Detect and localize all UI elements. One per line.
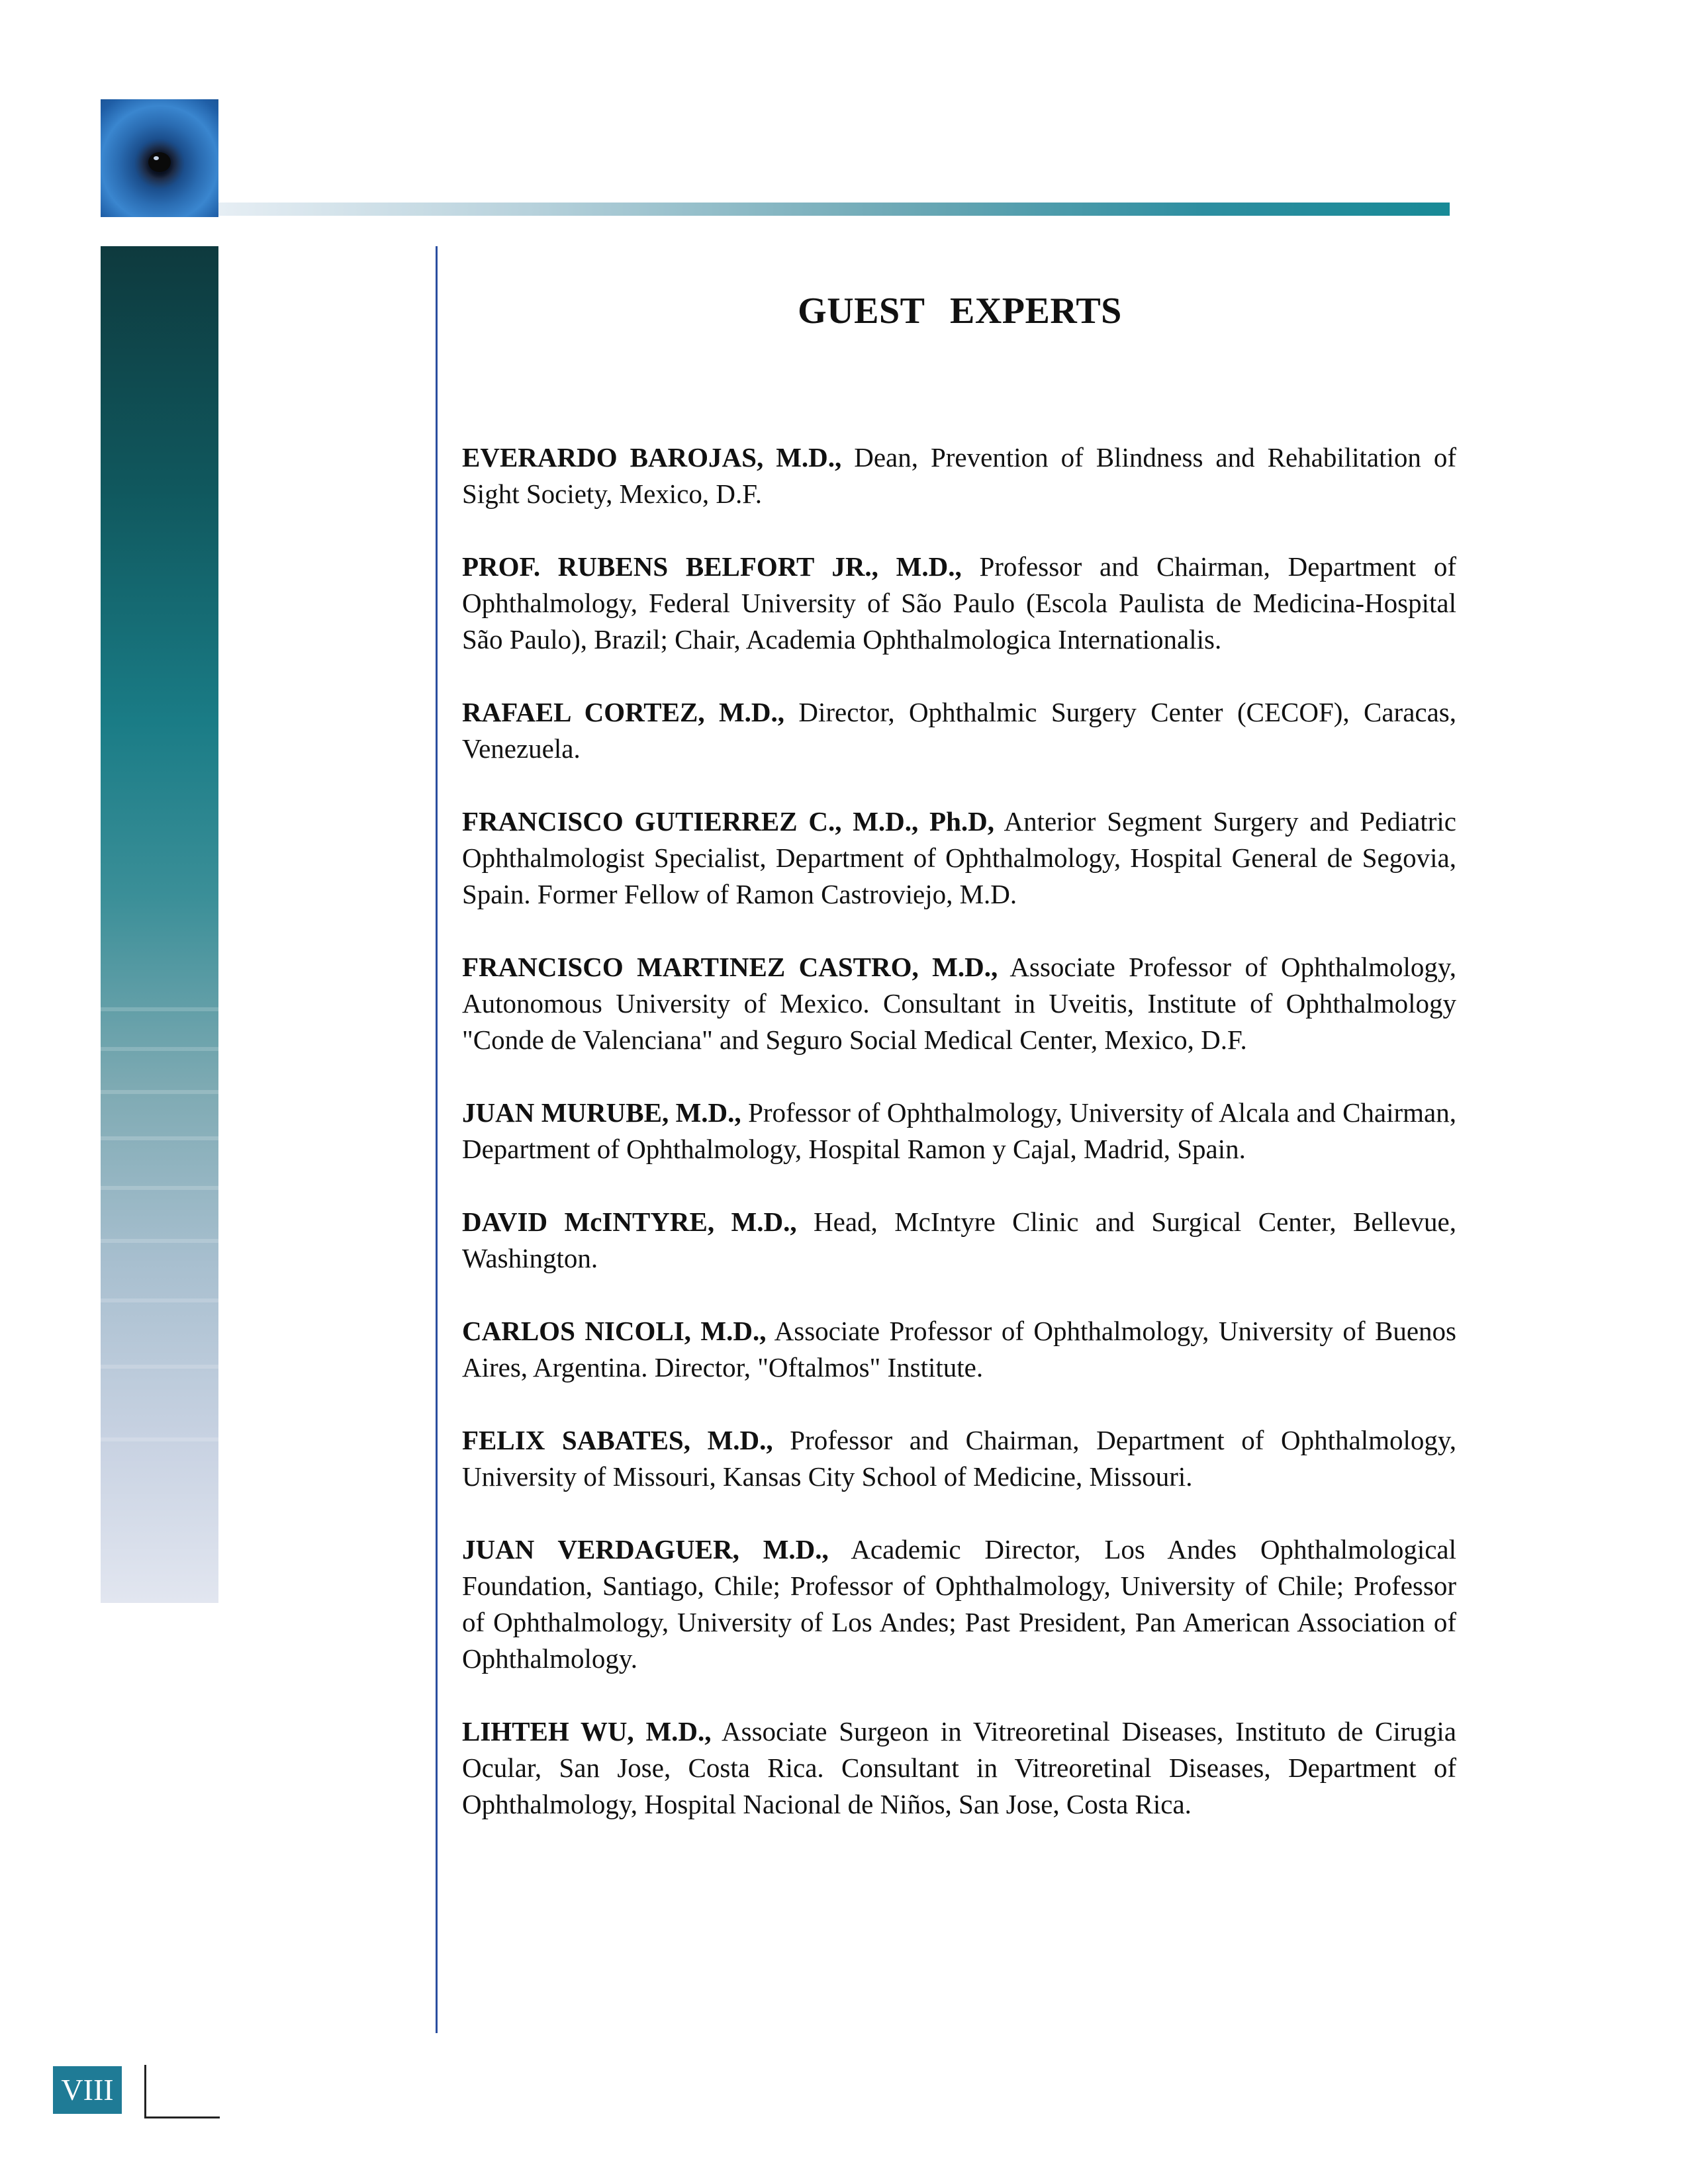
expert-name: DAVID McINTYRE, M.D., <box>462 1206 797 1237</box>
expert-entry <box>462 1422 1456 1495</box>
expert-name: FRANCISCO GUTIERREZ C., M.D., Ph.D, <box>462 806 995 837</box>
expert-name: LIHTEH WU, M.D., <box>462 1716 712 1747</box>
expert-description: Professor and Chairman, Department of Ophthalmology, University of Missouri, Kansas City School of Medicine, Missouri. <box>462 1425 1457 1492</box>
expert-entry <box>462 949 1456 1058</box>
eye-pupil <box>148 152 171 172</box>
expert-name: PROF. RUBENS BELFORT JR., M.D., <box>462 551 962 582</box>
page-number: VIII <box>53 2066 122 2114</box>
expert-description: Anterior Segment Surgery and Pediatric Ophthalmologist Specialist, Department of Ophthalmology, Hospital General de Segovia, Spain. Former Fellow of Ramon Castroviejo, M.D. <box>462 806 1456 909</box>
expert-name: FRANCISCO MARTINEZ CASTRO, M.D., <box>462 952 998 982</box>
expert-description: Director, Ophthalmic Surgery Center (CECOF), Caracas, Venezuela. <box>462 697 1457 764</box>
expert-name: RAFAEL CORTEZ, M.D., <box>462 697 784 727</box>
strip-ripple <box>101 1239 218 1243</box>
strip-ripple <box>101 1047 218 1051</box>
expert-entry <box>462 803 1456 913</box>
expert-entry <box>462 694 1456 767</box>
strip-ripple <box>101 1186 218 1190</box>
expert-entry <box>462 549 1456 658</box>
expert-entry <box>462 1313 1456 1386</box>
strip-ripple <box>101 1136 218 1140</box>
expert-description: Associate Professor of Ophthalmology, University of Buenos Aires, Argentina. Director, "Oftalmos" Institute. <box>462 1316 1456 1383</box>
eye-image <box>101 99 218 217</box>
side-decorative-strip <box>101 246 218 1603</box>
expert-list <box>462 439 1456 1859</box>
expert-description: Head, McIntyre Clinic and Surgical Center, Bellevue, Washington. <box>462 1206 1457 1273</box>
expert-entry <box>462 439 1456 512</box>
strip-ripple <box>101 1365 218 1369</box>
footer-line-vertical <box>144 2065 146 2118</box>
expert-name: JUAN VERDAGUER, M.D., <box>462 1534 829 1565</box>
expert-entry <box>462 1095 1456 1167</box>
page-title: GUEST EXPERTS <box>798 291 1122 332</box>
eye-glint <box>154 156 159 160</box>
expert-description: Professor of Ophthalmology, University of Alcala and Chairman, Department of Ophthalmology, Hospital Ramon y Cajal, Madrid, Spain. <box>462 1097 1456 1164</box>
footer-line-horizontal <box>144 2116 220 2118</box>
header-gradient-bar <box>218 203 1450 216</box>
expert-description: Academic Director, Los Andes Ophthalmological Foundation, Santiago, Chile; Professor of Ophthalmology, University of Chile; Professor of Ophthalmology, University of Los Andes; Past President, Pan American Association of Ophthalmology. <box>462 1534 1457 1674</box>
strip-ripple <box>101 1090 218 1094</box>
vertical-divider <box>436 246 438 2033</box>
expert-name: FELIX SABATES, M.D., <box>462 1425 773 1455</box>
expert-description: Professor and Chairman, Department of Ophthalmology, Federal University of São Paulo (Escola Paulista de Medicina-Hospital São Paulo), Brazil; Chair, Academia Ophthalmologica Internationalis. <box>462 551 1457 655</box>
expert-name: CARLOS NICOLI, M.D., <box>462 1316 767 1346</box>
strip-ripple <box>101 1007 218 1011</box>
expert-entry <box>462 1531 1456 1677</box>
expert-name: JUAN MURUBE, M.D., <box>462 1097 741 1128</box>
strip-ripple <box>101 1298 218 1302</box>
expert-name: EVERARDO BAROJAS, M.D., <box>462 442 842 473</box>
expert-description: Associate Surgeon in Vitreoretinal Diseases, Instituto de Cirugia Ocular, San Jose, Costa Rica. Consultant in Vitreoretinal Diseases, Department of Ophthalmology, Hospital Nacional de Niños, San Jose, Costa Rica. <box>462 1716 1456 1819</box>
strip-ripple <box>101 1437 218 1441</box>
expert-entry <box>462 1204 1456 1277</box>
expert-description: Associate Professor of Ophthalmology, Autonomous University of Mexico. Consultant in Uveitis, Institute of Ophthalmology "Conde de Valenciana" and Seguro Social Medical Center, Mexico, D.F. <box>462 952 1456 1055</box>
expert-entry <box>462 1713 1456 1823</box>
expert-description: Dean, Prevention of Blindness and Rehabilitation of Sight Society, Mexico, D.F. <box>462 442 1457 509</box>
